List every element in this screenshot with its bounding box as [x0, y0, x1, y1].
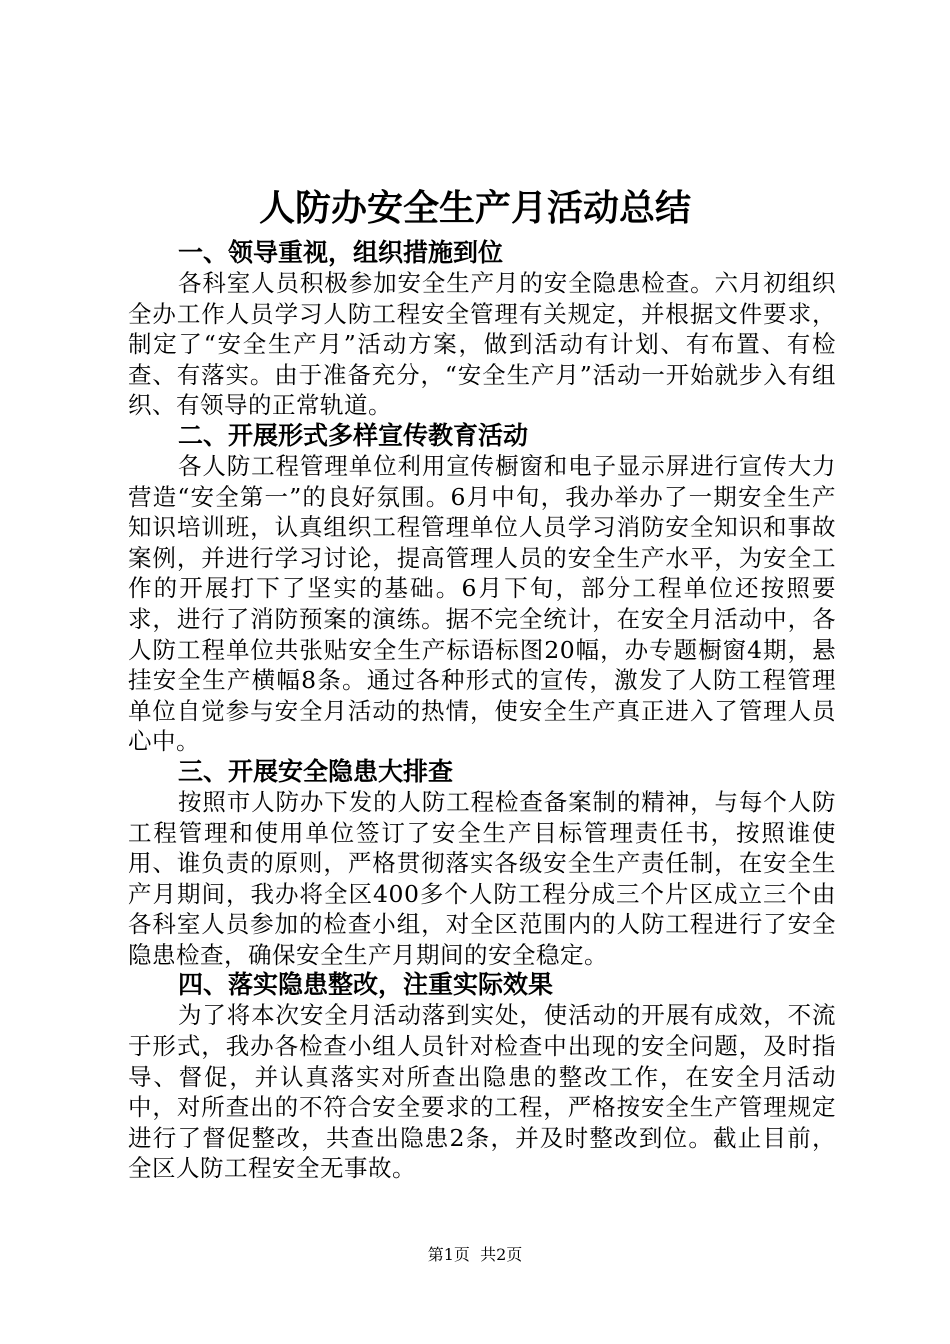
section-heading: 三、开展安全隐患大排查	[178, 756, 454, 786]
section-paragraph: 各人防工程管理单位利用宣传橱窗和电子显示屏进行宣传大力营造“安全第一”的良好氛围。6月中旬，我办举办了一期安全生产知识培训班，认真组织工程管理单位人员学习消防安全知识和事故案例，并进行学习讨论，提高管理人员的安全生产水平，为安全工作的开展打下了坚实的基础。6月下旬，部分工程单位还按照要求，进行了消防预案的演练。据不完全统计，在安全月活动中，各人防工程单位共张贴安全生产标语标图20幅，办专题橱窗4期，悬挂安全生产横幅8条。通过各种形式的宣传，激发了人防工程管理单位自觉参与安全月活动的热情，使安全生产真正进入了管理人员心中。	[128, 451, 836, 756]
section-4	[128, 970, 836, 1184]
section-paragraph: 各科室人员积极参加安全生产月的安全隐患检查。六月初组织全办工作人员学习人防工程安全管理有关规定，并根据文件要求，制定了“安全生产月”活动方案，做到活动有计划、有布置、有检查、有落实。由于准备充分，“安全生产月”活动一开始就步入有组织、有领导的正常轨道。	[128, 269, 836, 420]
section-2	[128, 421, 836, 757]
section-1	[128, 238, 836, 421]
page-total: 共2页	[480, 1245, 523, 1264]
section-heading: 四、落实隐患整改，注重实际效果	[178, 970, 554, 1000]
document-body	[128, 238, 836, 1184]
section-paragraph: 按照市人防办下发的人防工程检查备案制的精神，与每个人防工程管理和使用单位签订了安全生产目标管理责任书，按照谁使用、谁负责的原则，严格贯彻落实各级安全生产责任制，在安全生产月期间，我办将全区400多个人防工程分成三个片区成立三个由各科室人员参加的检查小组，对全区范围内的人防工程进行了安全隐患检查，确保安全生产月期间的安全稳定。	[128, 787, 836, 969]
document-title: 人防办安全生产月活动总结	[258, 188, 691, 229]
section-paragraph: 为了将本次安全月活动落到实处，使活动的开展有成效，不流于形式，我办各检查小组人员针对检查中出现的安全问题，及时指导、督促，并认真落实对所查出隐患的整改工作，在安全月活动中，对所查出的不符合安全要求的工程，严格按安全生产管理规定进行了督促整改，共查出隐患2条，并及时整改到位。截止目前，全区人防工程安全无事故。	[128, 1001, 836, 1183]
page-footer	[0, 1245, 950, 1265]
section-3	[128, 757, 836, 971]
page-number: 第1页	[427, 1245, 470, 1264]
section-heading: 一、领导重视，组织措施到位	[178, 238, 504, 267]
section-heading: 二、开展形式多样宣传教育活动	[178, 420, 529, 450]
